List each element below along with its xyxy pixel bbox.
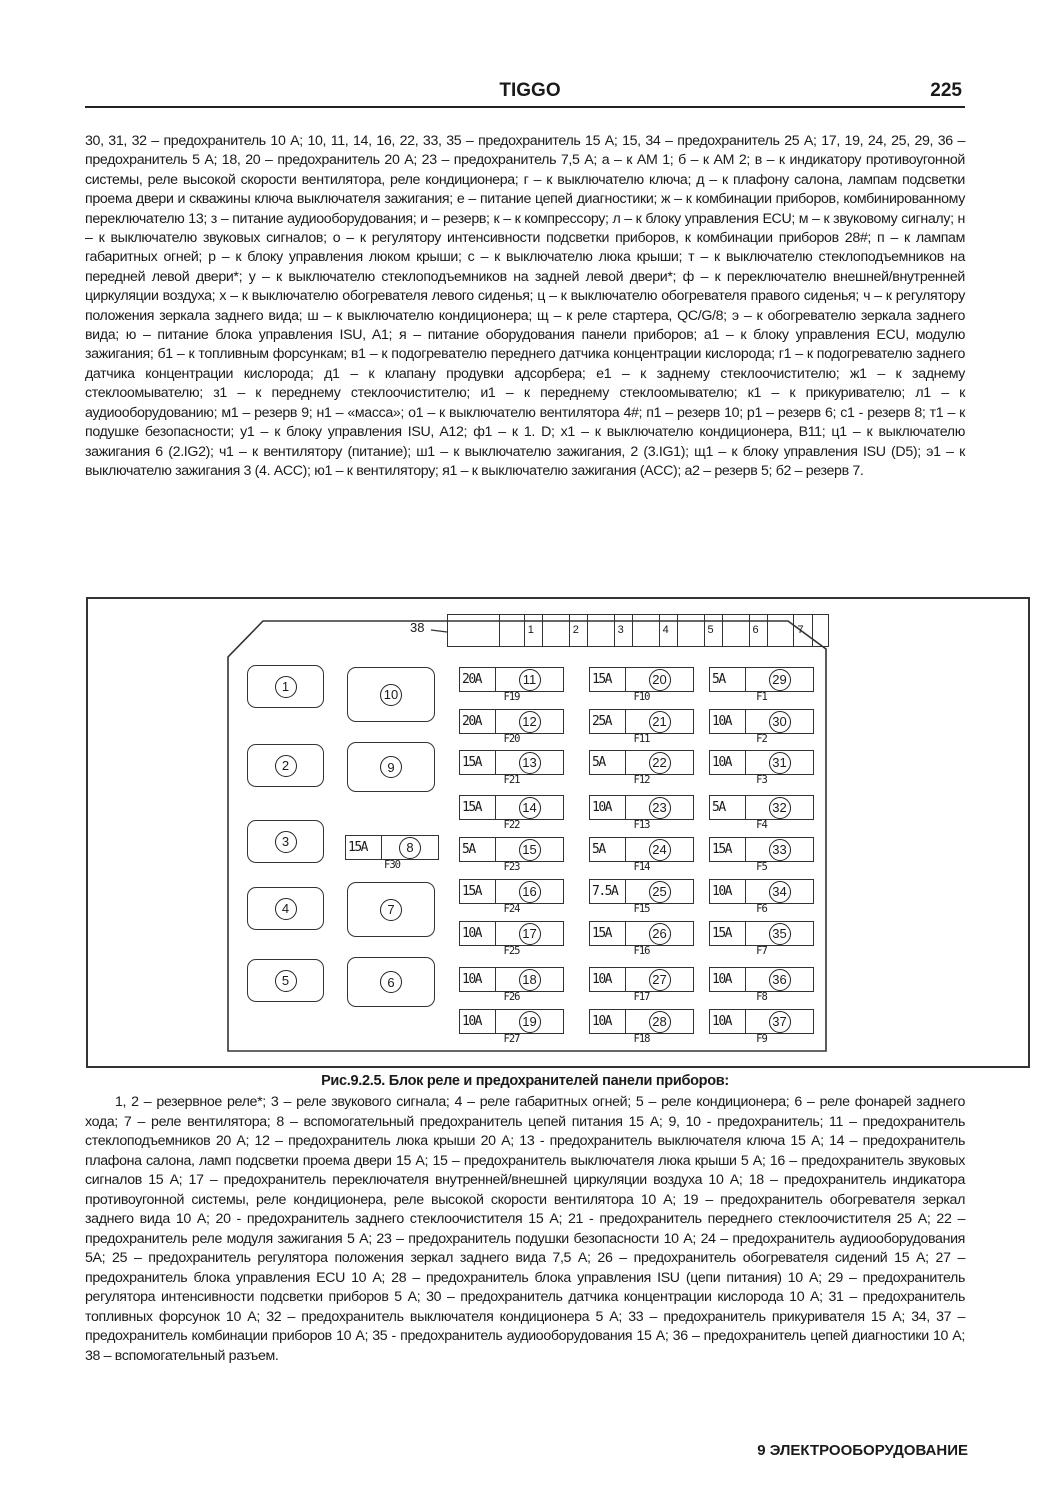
fuse-12 [459, 709, 564, 734]
fuse-rating: 7.5A [590, 880, 626, 903]
fuse-24 [589, 837, 694, 862]
fuse-rating: 10A [590, 1010, 626, 1033]
fuse-14 [459, 795, 564, 820]
position-number: 5 [275, 970, 297, 992]
position-number: 1 [275, 676, 297, 698]
connector-pin [678, 615, 704, 646]
position-number: 16 [519, 881, 541, 903]
fuse-code: F2 [756, 733, 767, 745]
fuse-35 [709, 921, 814, 946]
fuse-rating: 15A [590, 668, 626, 691]
relay-4 [247, 887, 324, 930]
fuse-code: F11 [633, 733, 650, 745]
position-number: 19 [519, 1011, 541, 1033]
fuse-code: F8 [756, 991, 767, 1003]
relay-9 [347, 742, 435, 792]
fuse-rating: 10A [710, 968, 746, 991]
fuse-36 [709, 967, 814, 992]
position-number: 9 [380, 756, 402, 778]
fuse-code: F7 [756, 945, 767, 957]
fuse-rating: 10A [710, 1010, 746, 1033]
fuse-16 [459, 879, 564, 904]
fuse-21 [589, 709, 694, 734]
fuse-28 [589, 1009, 694, 1034]
fuse-rating: 15A [460, 880, 496, 903]
fuse-rating: 20A [460, 668, 496, 691]
connector-pin: 4 [660, 615, 679, 646]
fuse-code: F15 [633, 903, 650, 915]
connector-pin: 1 [525, 615, 544, 646]
connector-pin [500, 615, 525, 646]
fuse-20 [589, 667, 694, 692]
connector-pin [448, 615, 500, 646]
fuse-rating: 10A [590, 968, 626, 991]
position-number: 3 [275, 831, 297, 853]
position-number: 6 [380, 971, 402, 993]
fuse-code: F25 [503, 945, 520, 957]
position-number: 21 [649, 711, 671, 733]
fuse-code: F5 [756, 861, 767, 873]
position-number: 15 [519, 839, 541, 861]
position-number: 11 [519, 669, 541, 691]
fuse-code: F16 [633, 945, 650, 957]
fuse-code: F3 [756, 774, 767, 786]
connector-pin: 3 [615, 615, 634, 646]
position-number: 31 [769, 752, 791, 774]
connector-pin: 2 [570, 615, 589, 646]
fuse-code: F10 [633, 691, 650, 703]
fuse-31 [709, 750, 814, 775]
fuse-code: F18 [633, 1033, 650, 1045]
fuse-26 [589, 921, 694, 946]
fuse-code: F6 [756, 903, 767, 915]
fuse-18 [459, 967, 564, 992]
position-number: 28 [649, 1011, 671, 1033]
fuse-37 [709, 1009, 814, 1034]
connector-pin [813, 615, 828, 646]
fuse-code: F17 [633, 991, 650, 1003]
fuse-rating: 15A [710, 838, 746, 861]
fuse-rating: 20A [460, 710, 496, 733]
position-number: 17 [519, 923, 541, 945]
legend-paragraph-bottom: 1, 2 – резервное реле*; 3 – реле звукового сигнала; 4 – реле габаритных огней; 5 – реле кондиционера; 6 – реле фонарей заднего хода; 7 – реле вентилятора; 8 – вспомогательный предохранитель цепей питания 15 А; 9, 10 - предохранитель; 11 – предохранитель стеклоподъемников 20 А; 12 – предохранитель люка крыши 20 А; 13 - предохранитель выключателя ключа 15 А; 14 – предохранитель плафона салона, ламп подсветки проема двери 15 А; 15 – предохранитель выключателя люка крыши 5 А; 16 – предохранитель звуковых сигналов 15 А; 17 – предохранитель переключателя внутренней/внешней циркуляции воздуха 10 А; 18 – предохранитель индикатора противоугонной системы, реле кондиционера, реле высокой скорости вентилятора 10 А; 19 – предохранитель обогревателя зеркал заднего вида 10 А; 20 - предохранитель заднего стеклоочистителя 15 А; 21 - предохранитель переднего стеклоочистителя 25 А; 22 – предохранитель реле модуля зажигания 5 А; 23 – предохранитель подушки безопасности 10 А; 24 – предохранитель аудиооборудования 5А; 25 – предохранитель регулятора положения зеркал заднего вида 7,5 А; 26 – предохранитель обогревателя сидений 15 А; 27 – предохранитель блока управления ECU 10 А; 28 – предохранитель блока управления ISU (цепи питания) 10 А; 29 – предохранитель регулятора интенсивности подсветки приборов 5 А; 30 – предохранитель датчика концентрации кислорода 10 А; 31 – предохранитель топливных форсунок 10 А; 32 – предохранитель выключателя кондиционера 5 А; 33 – предохранитель прикуривателя 15 А; 34, 37 – предохранитель комбинации приборов 10 А; 35 - предохранитель аудиооборудования 15 А; 36 – предохранитель цепей диагностики 10 А; 38 – вспомогательный разъем. [85, 1094, 965, 1364]
auxiliary-connector [447, 614, 829, 647]
section-footer: 9 ЭЛЕКТРООБОРУДОВАНИЕ [757, 1442, 968, 1459]
position-number: 23 [649, 797, 671, 819]
fuse-11 [459, 667, 564, 692]
fuse-code: F26 [503, 991, 520, 1003]
position-number: 30 [769, 711, 791, 733]
connector-pin: 7 [794, 615, 813, 646]
fuse-22 [589, 750, 694, 775]
fuse-rating: 15A [710, 922, 746, 945]
connector-pin: 6 [750, 615, 769, 646]
position-number: 36 [769, 969, 791, 991]
fuse-rating: 10A [460, 968, 496, 991]
position-number: 35 [769, 923, 791, 945]
fuse-rating: 10A [590, 796, 626, 819]
fuse-code: F4 [756, 819, 767, 831]
position-number: 22 [649, 752, 671, 774]
fuse-rating: 15A [460, 751, 496, 774]
fuse-25 [589, 879, 694, 904]
fuse-33 [709, 837, 814, 862]
relay-5 [247, 959, 324, 1002]
connector-label: 38 [410, 620, 425, 635]
connector-pin [588, 615, 614, 646]
fuse-29 [709, 667, 814, 692]
fuse-30 [709, 709, 814, 734]
fuse-rating: 5A [590, 838, 626, 861]
fuse-code: F23 [503, 861, 520, 873]
position-number: 37 [769, 1011, 791, 1033]
fuse-rating: 25A [590, 710, 626, 733]
fuse-rating: 15A [460, 796, 496, 819]
fuse-code: F22 [503, 819, 520, 831]
position-number: 33 [769, 839, 791, 861]
relay-1 [247, 665, 324, 708]
fuse-rating: 10A [710, 710, 746, 733]
fuse-code: F30 [384, 859, 400, 871]
position-number: 26 [649, 923, 671, 945]
position-number: 12 [519, 711, 541, 733]
fuse-rating: 5A [460, 838, 496, 861]
relay-10 [347, 667, 435, 722]
position-number: 24 [649, 839, 671, 861]
connector-pin: 5 [705, 615, 724, 646]
fuse-23 [589, 795, 694, 820]
fuse-code: F19 [503, 691, 520, 703]
fuse-rating: 5A [590, 751, 626, 774]
position-number: 14 [519, 797, 541, 819]
position-number: 27 [649, 969, 671, 991]
running-header-title: TIGGO [499, 80, 561, 101]
fuse-19 [459, 1009, 564, 1034]
fuse-code: F14 [633, 861, 650, 873]
connector-pin [543, 615, 569, 646]
relay-7 [347, 882, 435, 937]
page-number: 225 [930, 80, 962, 101]
position-number: 18 [519, 969, 541, 991]
position-number: 32 [769, 797, 791, 819]
fuse-rating: 5A [710, 668, 746, 691]
fuse-box-figure [86, 597, 1030, 1068]
connector-pin [723, 615, 749, 646]
position-number: 13 [519, 752, 541, 774]
position-number: 20 [649, 669, 671, 691]
fuse-rating: 10A [710, 751, 746, 774]
fuse-code: F9 [756, 1033, 767, 1045]
fuse-rating: 10A [460, 1010, 496, 1033]
connector-pin [768, 615, 794, 646]
fuse-13 [459, 750, 564, 775]
position-number: 25 [649, 881, 671, 903]
fuse-code: F1 [756, 691, 767, 703]
relay-6 [347, 957, 435, 1007]
fuse-rating: 15A [590, 922, 626, 945]
figure-caption: Рис.9.2.5. Блок реле и предохранителей панели приборов: [321, 1073, 729, 1089]
position-number: 8 [399, 837, 421, 859]
position-number: 29 [769, 669, 791, 691]
fuse-code: F24 [503, 903, 520, 915]
fuse-rating: 10A [460, 922, 496, 945]
fuse-17 [459, 921, 564, 946]
relay-3 [247, 820, 324, 863]
fuse-27 [589, 967, 694, 992]
fuse-15 [459, 837, 564, 862]
fuse-code: F12 [633, 774, 650, 786]
fuse-8 [345, 835, 439, 860]
fuse-rating: 5A [710, 796, 746, 819]
relay-2 [247, 744, 324, 787]
fuse-code: F27 [503, 1033, 520, 1045]
fuse-code: F20 [503, 733, 520, 745]
fuse-code: F13 [633, 819, 650, 831]
fuse-32 [709, 795, 814, 820]
fuse-code: F21 [503, 774, 520, 786]
fuse-rating: 15A [346, 836, 382, 859]
fuse-rating: 10A [710, 880, 746, 903]
connector-pin [633, 615, 659, 646]
header-rule [85, 106, 965, 108]
position-number: 34 [769, 881, 791, 903]
position-number: 7 [380, 899, 402, 921]
position-number: 10 [380, 684, 402, 706]
position-number: 2 [275, 755, 297, 777]
fuse-34 [709, 879, 814, 904]
position-number: 4 [275, 898, 297, 920]
legend-paragraph-top: 30, 31, 32 – предохранитель 10 А; 10, 11, 14, 16, 22, 33, 35 – предохранитель 15 А; 15, 34 – предохранитель 25 А; 17, 19, 24, 25, 29, 36 – предохранитель 5 А; 18, 20 – предохранитель 20 А; 23 – предохранитель 7,5 А; а – к АМ 1; б – к АМ 2; в – к индикатору противоугонной системы, реле высокой скорости вентилятора, реле кондиционера; г – к выключателю ключа; д – к плафону салона, лампам подсветки проема двери и скважины ключа выключателя зажигания; е – питание цепей диагностики; ж – к комбинации приборов, комбинированному переключателю 13; з – питание аудиооборудования; и – резерв; к – к компрессору; л – к блоку управления ECU; м – к звуковому сигналу; н – к выключателю звуковых сигналов; о – к регулятору интенсивности подсветки приборов, к комбинации приборов 28#; п – к лампам габаритных огней; р – к блоку управления люком крыши; с – к выключателю люка крыши; т – к выключателю стеклоподъемников на передней левой двери*; у – к выключателю стеклоподъемников на задней левой двери*; ф – к переключателю внешней/внутренней циркуляции воздуха; х – к выключателю обогревателя левого сиденья; ц – к выключателю обогревателя правого сиденья; ч – к регулятору положения зеркала заднего вида; ш – к выключателю кондиционера; щ – к реле стартера, QC/G/8; э – к обогревателю зеркала заднего вида; ю – питание блока управления ISU, A1; я – питание оборудования панели приборов; а1 – к блоку управления ECU, модулю зажигания; б1 – к топливным форсункам; в1 – к подогревателю переднего датчика концентрации кислорода; г1 – к подогревателю заднего датчика концентрации кислорода; д1 – к клапану продувки адсорбера; е1 – к заднему стеклоочистителю; ж1 – к заднему стеклоомывателю; з1 – к переднему стеклоочистителю; и1 – к переднему стеклоомывателю; к1 – к прикуривателю; л1 – к аудиооборудованию; м1 – резерв 9; н1 – «масса»; о1 – к выключателю вентилятора 4#; п1 – резерв 10; р1 – резерв 6; с1 - резерв 8; т1 – к подушке безопасности; у1 – к блоку управления ISU, A12; ф1 – к 1. D; х1 – к выключателю кондиционера, B11; ц1 – к выключателю зажигания 6 (2.IG2); ч1 – к вентилятору (питание); ш1 – к выключателю зажигания, 2 (3.IG1); щ1 – к блоку управления ISU (D5); э1 – к выключателю зажигания 3 (4. ACC); ю1 – к вентилятору; я1 – к выключателю зажигания (ACC); а2 – резерв 5; б2 – резерв 7. [85, 133, 965, 479]
